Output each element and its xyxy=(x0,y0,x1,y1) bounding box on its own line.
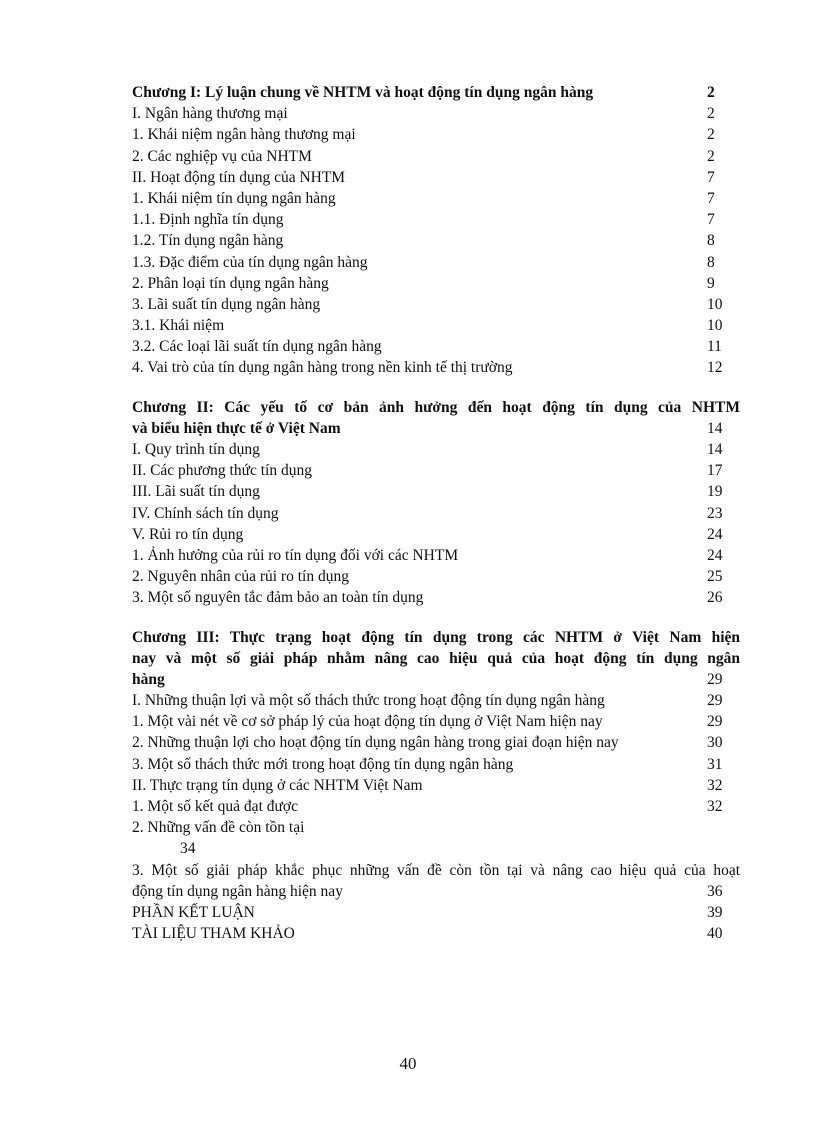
toc-entry-text: 1.3. Đặc điểm của tín dụng ngân hàng xyxy=(132,253,368,271)
toc-entry[interactable] xyxy=(132,315,740,336)
toc-page-number: 12 xyxy=(707,359,723,377)
toc-page-number: 2 xyxy=(707,84,715,101)
toc-entry[interactable] xyxy=(132,336,740,357)
toc-page-number: 8 xyxy=(707,232,715,250)
toc-entry[interactable] xyxy=(132,103,740,124)
toc-page-number: 2 xyxy=(707,147,715,165)
toc-chapter-title: Chương I: Lý luận chung về NHTM và hoạt động tín dụng ngân hàng xyxy=(132,84,594,101)
toc-entry-text: 3. Lãi suất tín dụng ngân hàng xyxy=(132,295,321,313)
toc-entry-text: 1. Một số kết quả đạt được xyxy=(132,798,298,816)
toc-page-number: 24 xyxy=(707,546,723,564)
toc-page-number: 30 xyxy=(707,734,723,752)
toc-entry[interactable] xyxy=(132,146,740,167)
toc-entry-text: 3. Một số giải pháp khắc phục những vấn đề còn tồn tại và nâng cao hiệu quả của hoạt xyxy=(132,861,740,879)
toc-page-number: 32 xyxy=(707,776,723,794)
toc-entry-text: 3.1. Khái niệm xyxy=(132,317,225,335)
toc-page-number: 7 xyxy=(707,189,715,207)
page-number: 40 xyxy=(399,1054,417,1073)
toc-entry-text: IV. Chính sách tín dụng xyxy=(132,504,279,522)
toc-chapter-title: Chương II: Các yếu tố cơ bản ảnh hưởng đến hoạt động tín dụng của NHTM xyxy=(132,398,740,416)
toc-entry[interactable] xyxy=(132,860,740,902)
toc-page-number: 14 xyxy=(707,419,723,437)
toc-entry[interactable] xyxy=(132,439,740,460)
toc-entry-text: 3. Một số nguyên tắc đảm bảo an toàn tín dụng xyxy=(132,589,424,607)
toc-entry-page-line xyxy=(132,838,740,859)
toc-entry-text: 1. Khái niệm tín dụng ngân hàng xyxy=(132,189,336,207)
toc-entry-text: I. Quy trình tín dụng xyxy=(132,441,260,459)
toc-entry[interactable] xyxy=(132,587,740,608)
toc-entry-text: 3.2. Các loại lãi suất tín dụng ngân hàng xyxy=(132,338,382,356)
toc-entry[interactable] xyxy=(132,503,740,524)
toc-entry[interactable] xyxy=(132,357,740,378)
toc-entry-text-cont: động tín dụng ngân hàng hiện nay xyxy=(132,882,343,900)
toc-page-number: 7 xyxy=(707,211,715,229)
toc-entry-text: 1. Ảnh hưởng của rủi ro tín dụng đối với các NHTM xyxy=(132,546,459,564)
toc-entry[interactable] xyxy=(132,524,740,545)
toc-entry-text: 2. Phân loại tín dụng ngân hàng xyxy=(132,274,329,292)
toc-entry[interactable] xyxy=(132,711,740,732)
toc-entry-text: 1.1. Định nghĩa tín dụng xyxy=(132,211,284,229)
toc-entry[interactable] xyxy=(132,817,740,838)
toc-entry[interactable] xyxy=(132,775,740,796)
toc-entry-text: II. Hoạt động tín dụng của NHTM xyxy=(132,168,346,186)
toc-page-number: 17 xyxy=(707,462,723,480)
toc-entry[interactable] xyxy=(132,230,740,251)
toc-entry[interactable] xyxy=(132,545,740,566)
toc-chapter-title-cont: và biểu hiện thực tế ở Việt Nam xyxy=(132,419,341,437)
toc-page-number: 2 xyxy=(707,105,715,123)
toc-page-number: 11 xyxy=(707,338,722,356)
toc-page-number: 23 xyxy=(707,504,723,522)
toc-page-number: 29 xyxy=(707,670,723,688)
toc-entry-text: 1.2. Tín dụng ngân hàng xyxy=(132,232,284,250)
toc-entry[interactable] xyxy=(132,252,740,273)
toc-entry[interactable] xyxy=(132,754,740,775)
toc-page-number: 8 xyxy=(707,253,715,271)
toc-entry-text: 3. Một số thách thức mới trong hoạt động tín dụng ngân hàng xyxy=(132,755,514,773)
toc-entry[interactable] xyxy=(132,460,740,481)
toc-entry[interactable] xyxy=(132,124,740,145)
toc-page-number: 32 xyxy=(707,798,723,816)
toc-entry-text: 2. Những thuận lợi cho hoạt động tín dụng ngân hàng trong giai đoạn hiện nay xyxy=(132,734,619,752)
toc-entry[interactable] xyxy=(132,294,740,315)
toc-page-number: 29 xyxy=(707,713,723,731)
toc-entry[interactable] xyxy=(132,188,740,209)
toc-entry-text: V. Rủi ro tín dụng xyxy=(132,525,244,543)
toc-chapter-2[interactable] xyxy=(132,397,740,439)
toc-entry-references[interactable] xyxy=(132,923,740,944)
toc-entry-text: II. Các phương thức tín dụng xyxy=(132,462,312,480)
toc-page-number: 40 xyxy=(707,925,723,943)
toc-entry-conclusion[interactable] xyxy=(132,902,740,923)
toc-entry-text: II. Thực trạng tín dụng ở các NHTM Việt Nam xyxy=(132,776,423,794)
toc-chapter-title: Chương III: Thực trạng hoạt động tín dụng trong các NHTM ở Việt Nam hiện xyxy=(132,628,740,646)
toc-entry-text: III. Lãi suất tín dụng xyxy=(132,483,260,501)
toc-entry-text: I. Ngân hàng thương mại xyxy=(132,105,288,123)
toc-entry-text: 2. Những vấn đề còn tồn tại xyxy=(132,819,305,837)
toc-chapter-title-cont: nay và một số giải pháp nhằm nâng cao hiệu quả của hoạt động tín dụng ngân xyxy=(132,649,740,667)
toc-entry-text: PHẦN KẾT LUẬN xyxy=(132,904,255,921)
toc-page-number: 39 xyxy=(707,904,723,921)
toc-page-number: 19 xyxy=(707,483,723,501)
toc-entry-text: 4. Vai trò của tín dụng ngân hàng trong nền kinh tế thị trường xyxy=(132,359,513,377)
toc-page-number: 2 xyxy=(707,126,715,144)
toc-entry[interactable] xyxy=(132,796,740,817)
toc-page-number: 36 xyxy=(707,882,723,900)
toc-chapter-title-cont: hàng xyxy=(132,670,165,688)
toc-entry-text: TÀI LIỆU THAM KHẢO xyxy=(132,925,295,943)
toc-entry-text: 2. Nguyên nhân của rủi ro tín dụng xyxy=(132,568,349,586)
toc-page-number: 14 xyxy=(707,441,723,459)
toc-page-number: 25 xyxy=(707,568,723,586)
table-of-contents xyxy=(132,82,740,944)
toc-page-number: 9 xyxy=(707,274,715,292)
toc-entry-text: 1. Khái niệm ngân hàng thương mại xyxy=(132,126,356,144)
toc-page-number: 31 xyxy=(707,755,723,773)
toc-chapter-3[interactable] xyxy=(132,627,740,691)
toc-entry[interactable] xyxy=(132,209,740,230)
toc-entry-text: I. Những thuận lợi và một số thách thức trong hoạt động tín dụng ngân hàng xyxy=(132,692,605,710)
toc-entry-text: 1. Một vài nét về cơ sở pháp lý của hoạt động tín dụng ở Việt Nam hiện nay xyxy=(132,713,603,731)
toc-entry[interactable] xyxy=(132,732,740,753)
toc-page-number: 10 xyxy=(707,317,723,335)
toc-page-number: 7 xyxy=(707,168,715,186)
toc-entry[interactable] xyxy=(132,566,740,587)
toc-page-number: 26 xyxy=(707,589,723,607)
toc-page-number: 24 xyxy=(707,525,723,543)
toc-entry[interactable] xyxy=(132,481,740,502)
toc-page-number: 29 xyxy=(707,692,723,710)
toc-entry[interactable] xyxy=(132,690,740,711)
toc-entry[interactable] xyxy=(132,167,740,188)
toc-entry-text: 2. Các nghiệp vụ của NHTM xyxy=(132,147,312,165)
toc-entry[interactable] xyxy=(132,273,740,294)
toc-page-number: 10 xyxy=(707,295,723,313)
toc-chapter-1[interactable] xyxy=(132,82,740,103)
toc-page-number: 34 xyxy=(180,840,196,858)
